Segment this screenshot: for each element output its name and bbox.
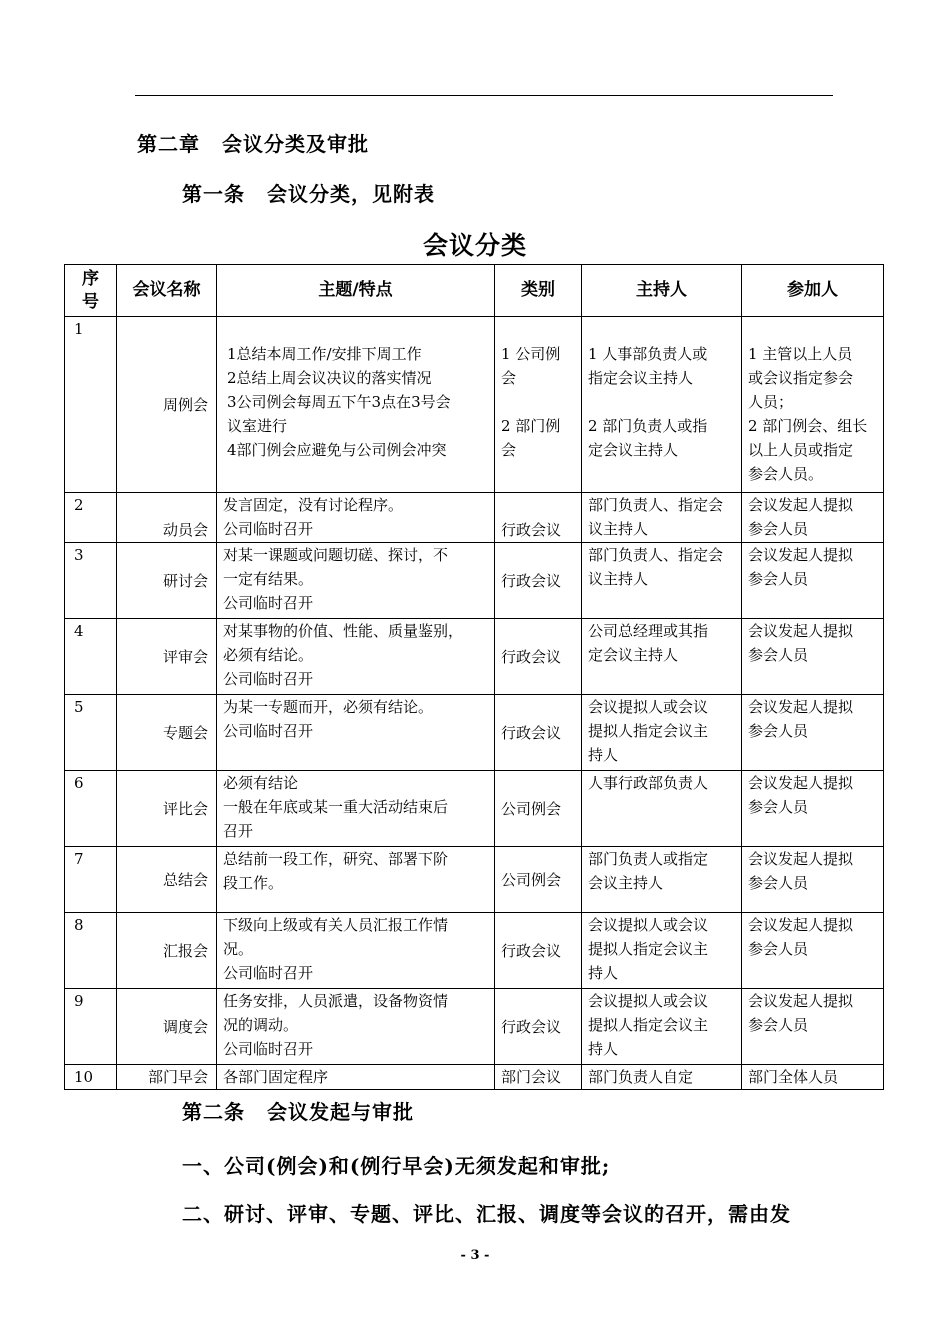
chapter-title: 会议分类及审批: [222, 132, 369, 156]
cell-topic: [217, 543, 495, 619]
cell-category: [495, 317, 582, 493]
cell-line: 4部门例会应避免与公司例会冲突: [227, 441, 447, 459]
cell-line: 定会议主持人: [588, 646, 679, 664]
header-name: 会议名称: [117, 265, 217, 317]
table-row: [65, 847, 884, 913]
table-row: [65, 913, 884, 989]
header-topic: 主题/特点: [217, 265, 495, 317]
cell-name: 调度会: [117, 989, 217, 1065]
cell-line: 会议发起人提拟: [748, 496, 854, 514]
table-row: [65, 619, 884, 695]
cell-line: 会议发起人提拟: [748, 546, 854, 564]
cell-seq: 7: [65, 847, 117, 913]
cell-name: 周例会: [117, 317, 217, 493]
cell-category: [495, 619, 582, 695]
header-host: 主持人: [582, 265, 742, 317]
cell-line: 部门全体人员: [748, 1068, 839, 1086]
cell-line: 2 部门例会、组长: [748, 417, 868, 435]
cell-line: 1 人事部负责人或: [588, 345, 708, 363]
article-2-label: 第二条: [182, 1100, 245, 1124]
table-title: 会议分类: [422, 231, 527, 260]
cell-category: [495, 1065, 582, 1090]
cell-line: 参会人员: [748, 940, 809, 958]
cell-category: [495, 695, 582, 771]
cell-name: 评比会: [117, 771, 217, 847]
article-2-heading: [182, 1096, 414, 1125]
cell-seq: 3: [65, 543, 117, 619]
cell-line: 议主持人: [588, 570, 649, 588]
table-row: [65, 493, 884, 543]
cell-line: 召开: [223, 822, 254, 840]
header-participants: 参加人: [742, 265, 884, 317]
cell-line: [501, 390, 575, 414]
cell-topic: [217, 695, 495, 771]
cell-line: 参会人员: [748, 798, 809, 816]
cell-host: [582, 317, 742, 493]
cell-line: [588, 390, 735, 414]
cell-line: 行政会议: [501, 647, 562, 666]
header-rule: [135, 95, 833, 96]
cell-line: 一般在年底或某一重大活动结束后: [223, 798, 449, 816]
cell-topic: [217, 771, 495, 847]
cell-host: [582, 989, 742, 1065]
cell-line: 参会人员: [748, 570, 809, 588]
cell-line: 一定有结果。: [223, 570, 314, 588]
cell-line: 议主持人: [588, 520, 649, 538]
cell-line: 会议发起人提拟: [748, 622, 854, 640]
cell-line: 指定会议主持人: [588, 369, 694, 387]
cell-line: 对某一课题或问题切磋、探讨，不: [223, 546, 449, 564]
cell-line: 提拟人指定会议主: [588, 1016, 709, 1034]
cell-host: [582, 695, 742, 771]
cell-line: 持人: [588, 1040, 619, 1058]
table-row: [65, 989, 884, 1065]
cell-line: 提拟人指定会议主: [588, 940, 709, 958]
cell-seq: 1: [65, 317, 117, 493]
meeting-classification-table: [64, 264, 884, 1090]
cell-category: [495, 847, 582, 913]
cell-line: 1总结本周工作/安排下周工作: [227, 345, 422, 363]
cell-participants: [742, 493, 884, 543]
cell-participants: [742, 1065, 884, 1090]
cell-category: [495, 913, 582, 989]
cell-line: 发言固定，没有讨论程序。: [223, 496, 404, 514]
cell-participants: [742, 619, 884, 695]
cell-line: 公司临时召开: [223, 670, 314, 688]
cell-line: 公司临时召开: [223, 520, 314, 538]
cell-seq: 10: [65, 1065, 117, 1090]
cell-host: [582, 1065, 742, 1090]
cell-line: 人员；: [748, 393, 794, 411]
cell-participants: [742, 695, 884, 771]
article-1-label: 第一条: [182, 182, 245, 206]
cell-topic: [217, 1065, 495, 1090]
table-row: [65, 543, 884, 619]
cell-topic: [217, 493, 495, 543]
cell-line: 部门会议: [501, 1068, 562, 1086]
cell-line: 部门负责人或指定: [588, 850, 709, 868]
cell-seq: 6: [65, 771, 117, 847]
cell-participants: [742, 847, 884, 913]
cell-host: [582, 913, 742, 989]
cell-line: 会议发起人提拟: [748, 698, 854, 716]
cell-host: [582, 543, 742, 619]
cell-line: 会议发起人提拟: [748, 992, 854, 1010]
header-category: 类别: [495, 265, 582, 317]
cell-topic: [217, 619, 495, 695]
cell-line: 会议发起人提拟: [748, 774, 854, 792]
cell-host: [582, 619, 742, 695]
cell-line: 议室进行: [227, 417, 288, 435]
cell-category: [495, 771, 582, 847]
cell-line: 参会人员: [748, 722, 809, 740]
cell-line: 各部门固定程序: [223, 1068, 329, 1086]
cell-line: 下级向上级或有关人员汇报工作情: [223, 916, 449, 934]
table-row: [65, 317, 884, 493]
cell-line: 定会议主持人: [588, 441, 679, 459]
cell-line: 为某一专题而开，必须有结论。: [223, 698, 434, 716]
cell-line: 公司临时召开: [223, 1040, 314, 1058]
cell-name: 动员会: [117, 493, 217, 543]
cell-line: 1 公司例: [501, 345, 561, 363]
cell-line: 行政会议: [501, 521, 562, 539]
cell-line: 必须有结论。: [223, 646, 314, 664]
chapter-heading: [137, 128, 369, 157]
cell-name: 研讨会: [117, 543, 217, 619]
cell-topic: [217, 913, 495, 989]
cell-participants: [742, 317, 884, 493]
cell-line: 1 主管以上人员: [748, 345, 853, 363]
cell-line: 持人: [588, 964, 619, 982]
cell-line: 公司例会: [501, 799, 562, 818]
cell-line: 行政会议: [501, 1017, 562, 1036]
cell-line: 2 部门例: [501, 417, 561, 435]
cell-topic: [217, 317, 495, 493]
cell-name: 评审会: [117, 619, 217, 695]
cell-line: 公司临时召开: [223, 722, 314, 740]
cell-line: 参会人员。: [748, 465, 824, 483]
cell-name: 总结会: [117, 847, 217, 913]
cell-seq: 8: [65, 913, 117, 989]
cell-host: [582, 771, 742, 847]
cell-line: 2 部门负责人或指: [588, 417, 708, 435]
cell-line: 对某事物的价值、性能、质量鉴别，: [223, 622, 464, 640]
cell-seq: 5: [65, 695, 117, 771]
cell-line: 公司临时召开: [223, 594, 314, 612]
cell-line: 3公司例会每周五下午3点在3号会: [227, 393, 451, 411]
cell-line: 会议主持人: [588, 874, 664, 892]
cell-topic: [217, 847, 495, 913]
cell-line: 必须有结论: [223, 774, 299, 792]
cell-line: 参会人员: [748, 1016, 809, 1034]
article-1-heading: [182, 178, 435, 207]
cell-seq: 4: [65, 619, 117, 695]
cell-line: 总结前一段工作，研究、部署下阶: [223, 850, 449, 868]
cell-participants: [742, 543, 884, 619]
cell-line: 持人: [588, 746, 619, 764]
paragraph-2: 二、研讨、评审、专题、评比、汇报、调度等会议的召开，需由发: [182, 1202, 791, 1226]
table-row: [65, 1065, 884, 1090]
cell-seq: 9: [65, 989, 117, 1065]
chapter-label: 第二章: [137, 132, 200, 156]
cell-line: 会: [501, 369, 517, 387]
cell-line: 况。: [223, 940, 254, 958]
cell-line: 任务安排，人员派遣，设备物资情: [223, 992, 449, 1010]
cell-name: 专题会: [117, 695, 217, 771]
cell-line: 行政会议: [501, 571, 562, 590]
cell-line: 会议发起人提拟: [748, 850, 854, 868]
cell-participants: [742, 913, 884, 989]
cell-name: 汇报会: [117, 913, 217, 989]
cell-name: 部门早会: [117, 1065, 217, 1090]
cell-line: 公司例会: [501, 870, 562, 889]
cell-host: [582, 493, 742, 543]
cell-line: 部门负责人自定: [588, 1068, 694, 1086]
cell-line: 会议提拟人或会议: [588, 916, 709, 934]
cell-line: 2总结上周会议决议的落实情况: [227, 369, 432, 387]
cell-line: 或会议指定参会: [748, 369, 854, 387]
cell-line: 提拟人指定会议主: [588, 722, 709, 740]
cell-line: 行政会议: [501, 941, 562, 960]
cell-line: 参会人员: [748, 646, 809, 664]
article-2-title: 会议发起与审批: [267, 1100, 414, 1124]
paragraph-1: 一、公司(例会)和(例行早会)无须发起和审批;: [182, 1154, 611, 1178]
cell-participants: [742, 989, 884, 1065]
cell-participants: [742, 771, 884, 847]
table-row: [65, 771, 884, 847]
cell-line: 公司总经理或其指: [588, 622, 709, 640]
cell-seq: 2: [65, 493, 117, 543]
cell-line: 公司临时召开: [223, 964, 314, 982]
cell-line: 会议提拟人或会议: [588, 698, 709, 716]
cell-host: [582, 847, 742, 913]
cell-category: [495, 493, 582, 543]
cell-line: 段工作。: [223, 874, 284, 892]
table-header-row: [65, 265, 884, 317]
article-1-title: 会议分类，见附表: [267, 182, 435, 206]
cell-topic: [217, 989, 495, 1065]
cell-line: 部门负责人、指定会: [588, 546, 724, 564]
cell-line: 参会人员: [748, 520, 809, 538]
cell-line: 部门负责人、指定会: [588, 496, 724, 514]
cell-category: [495, 543, 582, 619]
page-number: - 3 -: [460, 1248, 490, 1263]
cell-line: 人事行政部负责人: [588, 774, 709, 792]
header-seq: 序号: [65, 265, 117, 317]
cell-line: 以上人员或指定: [748, 441, 854, 459]
cell-line: 会: [501, 441, 517, 459]
cell-line: 况的调动。: [223, 1016, 299, 1034]
cell-category: [495, 989, 582, 1065]
cell-line: 行政会议: [501, 723, 562, 742]
cell-line: 会议提拟人或会议: [588, 992, 709, 1010]
cell-line: 参会人员: [748, 874, 809, 892]
table-row: [65, 695, 884, 771]
cell-line: 会议发起人提拟: [748, 916, 854, 934]
